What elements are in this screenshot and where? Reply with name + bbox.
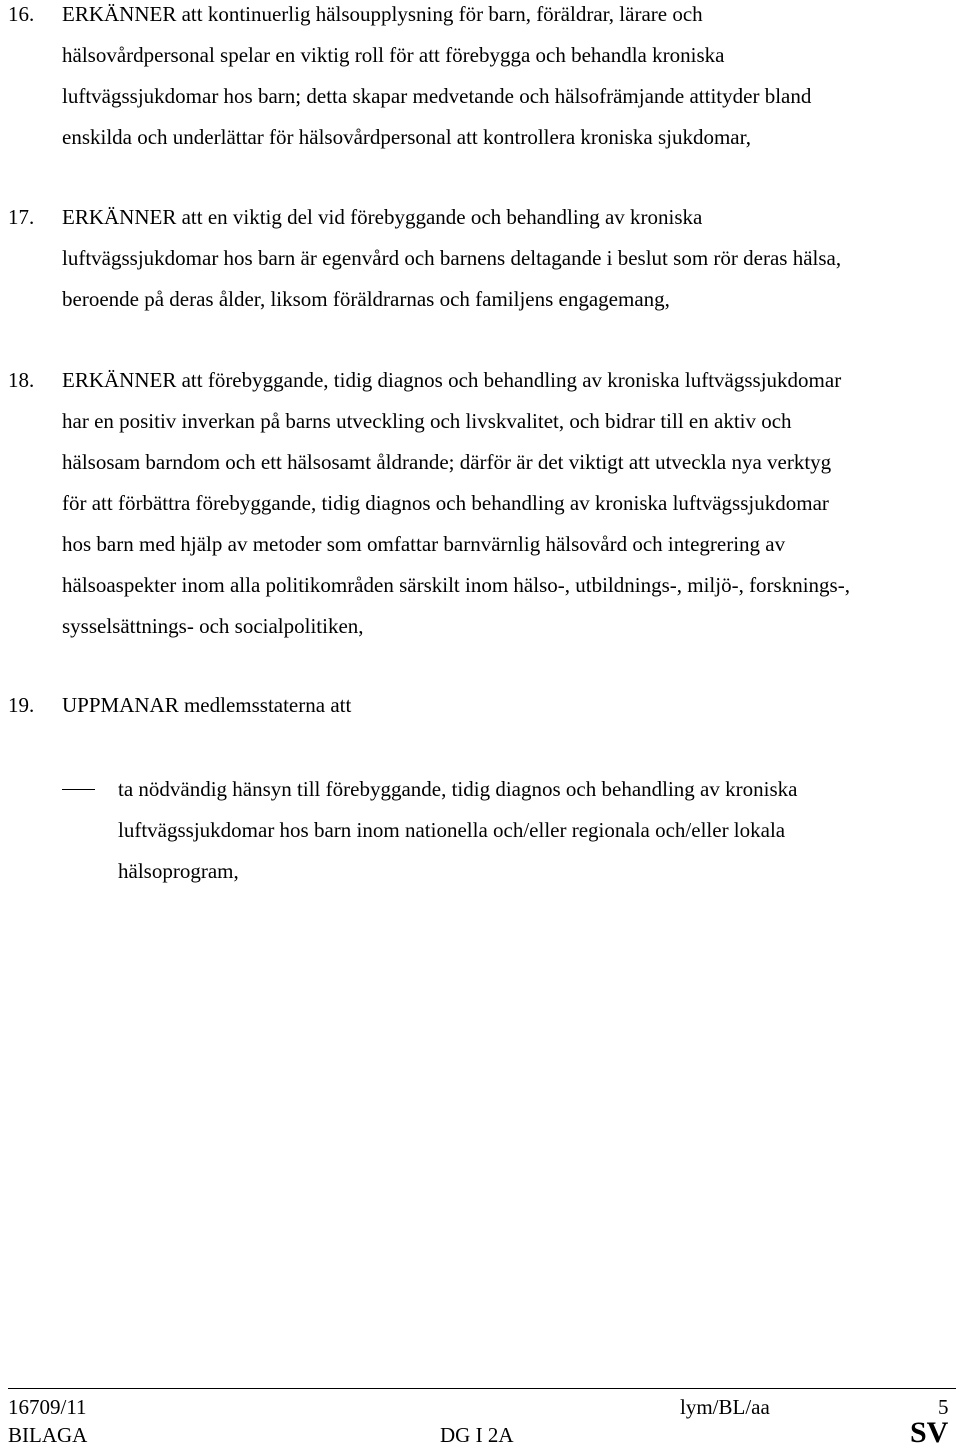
- paragraph-line: har en positiv inverkan på barns utveckling och livskvalitet, och bidrar till en aktiv och: [62, 409, 792, 433]
- paragraph-line: ERKÄNNER att en viktig del vid förebyggande och behandling av kroniska: [62, 205, 703, 229]
- paragraph-line: ERKÄNNER att förebyggande, tidig diagnos och behandling av kroniska luftvägssjukdomar: [62, 368, 842, 392]
- paragraph-number: 16.: [8, 2, 35, 26]
- dash-bullet-icon: [62, 789, 95, 790]
- paragraph-line: hos barn med hjälp av metoder som omfattar barnvärnlig hälsovård och integrering av: [62, 532, 786, 556]
- footer-divider: [8, 1388, 956, 1389]
- paragraph-number: 17.: [8, 205, 35, 229]
- paragraph-line: för att förbättra förebyggande, tidig diagnos och behandling av kroniska luftvägssjukdomar: [62, 491, 829, 515]
- footer-language: SV: [910, 1416, 949, 1449]
- paragraph-line: sysselsättnings- och socialpolitiken,: [62, 614, 364, 638]
- paragraph-line: UPPMANAR medlemsstaterna att: [62, 693, 352, 717]
- paragraph-line: ERKÄNNER att kontinuerlig hälsoupplysning för barn, föräldrar, lärare och: [62, 2, 703, 26]
- bullet-line: luftvägssjukdomar hos barn inom nationella och/eller regionala och/eller lokala: [118, 818, 786, 842]
- paragraph-line: luftvägssjukdomar hos barn är egenvård och barnens deltagande i beslut som rör deras hälsa,: [62, 246, 842, 270]
- paragraph-line: hälsosam barndom och ett hälsosamt åldrande; därför är det viktigt att utveckla nya verktyg: [62, 450, 832, 474]
- paragraph-number: 19.: [8, 693, 35, 717]
- bullet-line: hälsoprogram,: [118, 859, 239, 883]
- footer-directorate: DG I 2A: [440, 1423, 514, 1447]
- paragraph-number: 18.: [8, 368, 35, 392]
- footer-doc-number: 16709/11: [8, 1395, 87, 1419]
- bullet-line: ta nödvändig hänsyn till förebyggande, tidig diagnos och behandling av kroniska: [118, 777, 798, 801]
- footer-page-number: 5: [938, 1395, 949, 1419]
- footer-annex: BILAGA: [8, 1423, 88, 1447]
- footer-initials: lym/BL/aa: [680, 1395, 770, 1419]
- paragraph-line: hälsovårdpersonal spelar en viktig roll för att förebygga och behandla kroniska: [62, 43, 725, 67]
- paragraph-line: hälsoaspekter inom alla politikområden särskilt inom hälso-, utbildnings-, miljö-, forsknings-,: [62, 573, 850, 597]
- paragraph-line: beroende på deras ålder, liksom föräldrarnas och familjens engagemang,: [62, 287, 670, 311]
- paragraph-line: luftvägssjukdomar hos barn; detta skapar medvetande och hälsofrämjande attityder bland: [62, 84, 812, 108]
- paragraph-line: enskilda och underlättar för hälsovårdpersonal att kontrollera kroniska sjukdomar,: [62, 125, 752, 149]
